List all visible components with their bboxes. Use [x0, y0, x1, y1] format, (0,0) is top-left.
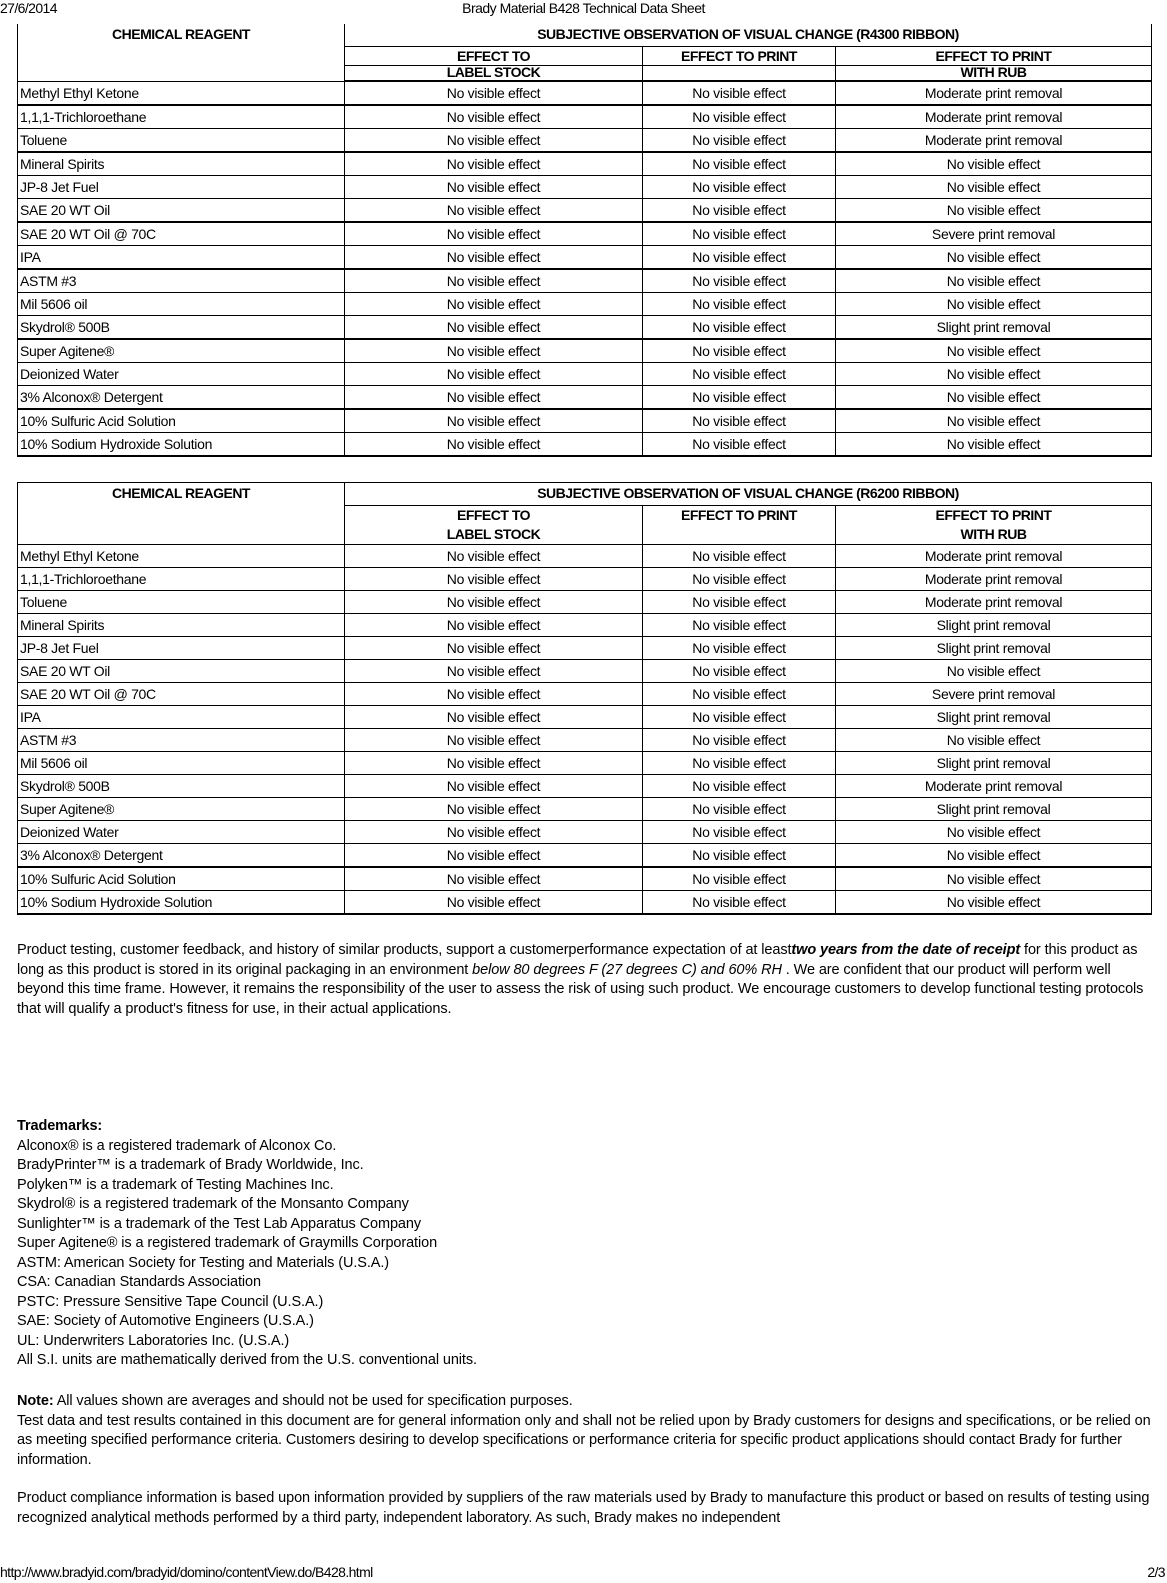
table-row — [18, 105, 1152, 129]
table-row — [18, 891, 1152, 915]
label-stock-effect-cell: No visible effect — [345, 706, 643, 729]
reagent-cell: 1,1,1-Trichloroethane — [18, 568, 345, 591]
note-body: Test data and test results contained in this document are for general information only and shall not be relied upon by Brady customers for designs and specifications, or be relied on as meeting specified performance criteria. Customers desiring to develop specifications or performance criteria for specific product applications should contact Brady for further information. — [17, 1412, 1151, 1468]
reagent-cell: IPA — [18, 706, 345, 729]
print-effect-cell: No visible effect — [643, 706, 836, 729]
table-row — [18, 545, 1152, 568]
trademark-item: Polyken™ is a trademark of Testing Machines Inc. — [17, 1176, 334, 1193]
print-effect-cell: No visible effect — [643, 775, 836, 798]
trademark-item: Sunlighter™ is a trademark of the Test Lab Apparatus Company — [17, 1215, 421, 1232]
print-rub-effect-cell: No visible effect — [836, 821, 1152, 844]
table-row — [18, 152, 1152, 176]
label-stock-effect-cell: No visible effect — [345, 246, 643, 270]
label-stock-effect-cell: No visible effect — [345, 269, 643, 293]
print-effect-cell: No visible effect — [643, 844, 836, 868]
reagent-cell: Deionized Water — [18, 821, 345, 844]
print-effect-cell: No visible effect — [643, 246, 836, 270]
print-effect-cell: No visible effect — [643, 591, 836, 614]
reagent-cell: SAE 20 WT Oil @ 70C — [18, 222, 345, 246]
column-header-print-line2 — [643, 66, 836, 82]
print-rub-effect-cell: Slight print removal — [836, 706, 1152, 729]
trademarks-heading: Trademarks: — [17, 1118, 103, 1134]
column-header-print-rub: EFFECT TO PRINT — [836, 47, 1152, 66]
page-title: Brady Material B428 Technical Data Sheet — [462, 0, 705, 16]
table-row — [18, 867, 1152, 891]
print-effect-cell: No visible effect — [643, 316, 836, 340]
print-rub-effect-cell: No visible effect — [836, 363, 1152, 386]
print-effect-cell: No visible effect — [643, 614, 836, 637]
print-effect-cell: No visible effect — [643, 568, 836, 591]
print-effect-cell: No visible effect — [643, 752, 836, 775]
print-rub-effect-cell: Slight print removal — [836, 316, 1152, 340]
label-stock-effect-cell: No visible effect — [345, 386, 643, 410]
label-stock-effect-cell: No visible effect — [345, 433, 643, 457]
print-rub-effect-cell: Severe print removal — [836, 683, 1152, 706]
table-row — [18, 81, 1152, 105]
reagent-cell: Mil 5606 oil — [18, 752, 345, 775]
print-effect-cell: No visible effect — [643, 798, 836, 821]
trademark-item: SAE: Society of Automotive Engineers (U.S.A.) — [17, 1313, 314, 1329]
table-body — [18, 81, 1152, 456]
print-effect-cell: No visible effect — [643, 176, 836, 199]
reagent-cell: ASTM #3 — [18, 729, 345, 752]
reagent-cell: Mineral Spirits — [18, 614, 345, 637]
label-stock-effect-cell: No visible effect — [345, 568, 643, 591]
print-effect-cell: No visible effect — [643, 269, 836, 293]
label-stock-effect-cell: No visible effect — [345, 891, 643, 915]
reagent-cell: SAE 20 WT Oil @ 70C — [18, 683, 345, 706]
label-stock-effect-cell: No visible effect — [345, 81, 643, 105]
trademark-item: Alconox® is a registered trademark of Alconox Co. — [17, 1137, 337, 1154]
print-rub-effect-cell: No visible effect — [836, 152, 1152, 176]
print-rub-effect-cell: No visible effect — [836, 199, 1152, 223]
table-row — [18, 775, 1152, 798]
table-row — [18, 614, 1152, 637]
table-body — [18, 545, 1152, 915]
print-effect-cell: No visible effect — [643, 363, 836, 386]
reagent-cell: 10% Sodium Hydroxide Solution — [18, 433, 345, 457]
print-rub-effect-cell: Slight print removal — [836, 798, 1152, 821]
print-effect-cell: No visible effect — [643, 821, 836, 844]
print-rub-effect-cell: No visible effect — [836, 386, 1152, 410]
compliance-paragraph: Product compliance information is based upon information provided by suppliers of the raw materials used by Brady to manufacture this product or based on results of testing using recognized analytical methods performed by a third party, independent laboratory. As such, Brady makes no independent — [17, 1490, 1150, 1526]
reagent-cell: JP-8 Jet Fuel — [18, 637, 345, 660]
print-rub-effect-cell: Moderate print removal — [836, 775, 1152, 798]
reagent-cell: Skydrol® 500B — [18, 775, 345, 798]
print-effect-cell: No visible effect — [643, 339, 836, 363]
reagent-cell: Methyl Ethyl Ketone — [18, 81, 345, 105]
column-group-header: SUBJECTIVE OBSERVATION OF VISUAL CHANGE (R4300 RIBBON) — [345, 24, 1152, 47]
table-row — [18, 591, 1152, 614]
column-header-print: EFFECT TO PRINT — [643, 47, 836, 66]
label-stock-effect-cell: No visible effect — [345, 844, 643, 868]
table-row — [18, 269, 1152, 293]
print-rub-effect-cell: Slight print removal — [836, 614, 1152, 637]
table-row — [18, 568, 1152, 591]
table-row — [18, 637, 1152, 660]
table-row — [18, 199, 1152, 223]
print-effect-cell: No visible effect — [643, 545, 836, 568]
trademark-item: Super Agitene® is a registered trademark of Graymills Corporation — [17, 1235, 438, 1251]
label-stock-effect-cell: No visible effect — [345, 199, 643, 223]
table-row — [18, 660, 1152, 683]
shelf-life-paragraph — [17, 941, 1151, 1019]
emphasis-storage-conditions: below 80 degrees F (27 degrees C) and 60% RH — [472, 961, 782, 978]
reagent-cell: 3% Alconox® Detergent — [18, 844, 345, 868]
text: for this product as long as this product is stored in its original packaging in an environment — [17, 942, 1138, 978]
table-row — [18, 339, 1152, 363]
table-row — [18, 683, 1152, 706]
trademark-item: BradyPrinter™ is a trademark of Brady Worldwide, Inc. — [17, 1157, 364, 1173]
table-row — [18, 706, 1152, 729]
table-row — [18, 129, 1152, 153]
note-section — [17, 1392, 1151, 1470]
header-line-1: EFFECT TO PRINT — [935, 507, 1052, 523]
print-effect-cell: No visible effect — [643, 152, 836, 176]
print-effect-cell: No visible effect — [643, 293, 836, 316]
reagent-cell: Toluene — [18, 129, 345, 153]
print-date: 27/6/2014 — [0, 0, 57, 16]
label-stock-effect-cell: No visible effect — [345, 409, 643, 433]
print-effect-cell: No visible effect — [643, 105, 836, 129]
reagent-cell: 1,1,1-Trichloroethane — [18, 105, 345, 129]
print-rub-effect-cell: Slight print removal — [836, 752, 1152, 775]
print-rub-effect-cell: No visible effect — [836, 339, 1152, 363]
reagent-cell: JP-8 Jet Fuel — [18, 176, 345, 199]
label-stock-effect-cell: No visible effect — [345, 363, 643, 386]
label-stock-effect-cell: No visible effect — [345, 867, 643, 891]
reagent-cell: Methyl Ethyl Ketone — [18, 545, 345, 568]
page-url: http://www.bradyid.com/bradyid/domino/contentView.do/B428.html — [0, 1564, 373, 1580]
table-row — [18, 386, 1152, 410]
print-rub-effect-cell: No visible effect — [836, 269, 1152, 293]
reagent-cell: ASTM #3 — [18, 269, 345, 293]
table-row — [18, 246, 1152, 270]
print-rub-effect-cell: No visible effect — [836, 293, 1152, 316]
trademark-item: CSA: Canadian Standards Association — [17, 1274, 261, 1290]
reagent-cell: Super Agitene® — [18, 339, 345, 363]
trademark-item: PSTC: Pressure Sensitive Tape Council (U.S.A.) — [17, 1293, 324, 1310]
note-line: All values shown are averages and should not be used for specification purposes. — [53, 1393, 573, 1409]
print-effect-cell: No visible effect — [643, 729, 836, 752]
print-effect-cell: No visible effect — [643, 81, 836, 105]
print-effect-cell: No visible effect — [643, 222, 836, 246]
label-stock-effect-cell: No visible effect — [345, 129, 643, 153]
reagent-cell: Deionized Water — [18, 363, 345, 386]
label-stock-effect-cell: No visible effect — [345, 821, 643, 844]
print-rub-effect-cell: No visible effect — [836, 729, 1152, 752]
reagent-cell: SAE 20 WT Oil — [18, 199, 345, 223]
chemical-resistance-table-r4300 — [17, 24, 1152, 457]
label-stock-effect-cell: No visible effect — [345, 775, 643, 798]
reagent-cell: 10% Sulfuric Acid Solution — [18, 867, 345, 891]
print-effect-cell: No visible effect — [643, 867, 836, 891]
trademark-item: Skydrol® is a registered trademark of the Monsanto Company — [17, 1196, 409, 1212]
column-group-header: SUBJECTIVE OBSERVATION OF VISUAL CHANGE (R6200 RIBBON) — [345, 483, 1152, 506]
table-row — [18, 798, 1152, 821]
chemical-resistance-table-r6200 — [17, 482, 1152, 915]
text: Product testing, customer feedback, and history of similar products, support a customerperformance expectation of at least — [17, 942, 792, 958]
label-stock-effect-cell: No visible effect — [345, 339, 643, 363]
print-rub-effect-cell: No visible effect — [836, 433, 1152, 457]
trademark-item: All S.I. units are mathematically derived from the U.S. conventional units. — [17, 1352, 477, 1368]
label-stock-effect-cell: No visible effect — [345, 752, 643, 775]
reagent-cell: Super Agitene® — [18, 798, 345, 821]
header-line-1: EFFECT TO — [456, 507, 531, 523]
table-row — [18, 409, 1152, 433]
column-header-print-rub — [836, 506, 1152, 545]
trademark-item: UL: Underwriters Laboratories Inc. (U.S.A.) — [17, 1332, 290, 1349]
print-rub-effect-cell: Moderate print removal — [836, 591, 1152, 614]
reagent-cell: SAE 20 WT Oil — [18, 660, 345, 683]
header-line-2: WITH RUB — [960, 526, 1027, 542]
column-header-label-stock-line2: LABEL STOCK — [345, 66, 643, 82]
reagent-cell: 3% Alconox® Detergent — [18, 386, 345, 410]
print-effect-cell: No visible effect — [643, 891, 836, 915]
trademarks-section — [17, 1117, 1151, 1368]
emphasis-shelf-life: two years from the date of receipt — [791, 942, 1021, 958]
table-row — [18, 844, 1152, 868]
column-header-print: EFFECT TO PRINT — [643, 506, 836, 545]
print-rub-effect-cell: Moderate print removal — [836, 129, 1152, 153]
print-rub-effect-cell: No visible effect — [836, 246, 1152, 270]
column-header-label-stock: EFFECT TO — [345, 47, 643, 66]
label-stock-effect-cell: No visible effect — [345, 729, 643, 752]
print-rub-effect-cell: No visible effect — [836, 867, 1152, 891]
print-effect-cell: No visible effect — [643, 199, 836, 223]
column-header-print-rub-line2: WITH RUB — [836, 66, 1152, 82]
column-header-label-stock — [345, 506, 643, 545]
print-effect-cell: No visible effect — [643, 386, 836, 410]
print-effect-cell: No visible effect — [643, 433, 836, 457]
reagent-cell: 10% Sulfuric Acid Solution — [18, 409, 345, 433]
print-rub-effect-cell: Slight print removal — [836, 637, 1152, 660]
label-stock-effect-cell: No visible effect — [345, 683, 643, 706]
label-stock-effect-cell: No visible effect — [345, 591, 643, 614]
print-rub-effect-cell: Moderate print removal — [836, 81, 1152, 105]
print-effect-cell: No visible effect — [643, 409, 836, 433]
label-stock-effect-cell: No visible effect — [345, 637, 643, 660]
print-rub-effect-cell: No visible effect — [836, 409, 1152, 433]
reagent-cell: Mil 5606 oil — [18, 293, 345, 316]
print-rub-effect-cell: Severe print removal — [836, 222, 1152, 246]
trademark-item: ASTM: American Society for Testing and Materials (U.S.A.) — [17, 1254, 389, 1271]
label-stock-effect-cell: No visible effect — [345, 105, 643, 129]
label-stock-effect-cell: No visible effect — [345, 545, 643, 568]
print-rub-effect-cell: Moderate print removal — [836, 105, 1152, 129]
print-rub-effect-cell: Moderate print removal — [836, 568, 1152, 591]
reagent-cell: Mineral Spirits — [18, 152, 345, 176]
table-row — [18, 363, 1152, 386]
trademarks-list — [17, 1137, 1151, 1368]
table-row — [18, 729, 1152, 752]
label-stock-effect-cell: No visible effect — [345, 798, 643, 821]
table-row — [18, 176, 1152, 199]
column-header-reagent: CHEMICAL REAGENT — [18, 483, 345, 545]
reagent-cell: 10% Sodium Hydroxide Solution — [18, 891, 345, 915]
page-number: 2/3 — [1147, 1564, 1165, 1580]
print-effect-cell: No visible effect — [643, 683, 836, 706]
reagent-cell: Toluene — [18, 591, 345, 614]
text: . We are confident that our product will perform well beyond this time frame. However, it remains the responsibility of the user to assess the risk of using such product. We encourage customers to develop functional testing protocols that will qualify a product's fitness for use, in their actual applications. — [17, 961, 1144, 1017]
print-effect-cell: No visible effect — [643, 129, 836, 153]
print-rub-effect-cell: No visible effect — [836, 844, 1152, 868]
print-effect-cell: No visible effect — [643, 660, 836, 683]
label-stock-effect-cell: No visible effect — [345, 293, 643, 316]
reagent-cell: IPA — [18, 246, 345, 270]
table-row — [18, 293, 1152, 316]
table-row — [18, 821, 1152, 844]
header-line-2: LABEL STOCK — [446, 526, 541, 542]
print-rub-effect-cell: Moderate print removal — [836, 545, 1152, 568]
table-row — [18, 316, 1152, 340]
print-effect-cell: No visible effect — [643, 637, 836, 660]
column-header-reagent: CHEMICAL REAGENT — [18, 24, 345, 81]
reagent-cell: Skydrol® 500B — [18, 316, 345, 340]
print-rub-effect-cell: No visible effect — [836, 660, 1152, 683]
label-stock-effect-cell: No visible effect — [345, 222, 643, 246]
label-stock-effect-cell: No visible effect — [345, 316, 643, 340]
label-stock-effect-cell: No visible effect — [345, 614, 643, 637]
table-row — [18, 222, 1152, 246]
label-stock-effect-cell: No visible effect — [345, 152, 643, 176]
print-rub-effect-cell: No visible effect — [836, 176, 1152, 199]
table-row — [18, 752, 1152, 775]
note-label: Note: — [17, 1393, 54, 1409]
label-stock-effect-cell: No visible effect — [345, 176, 643, 199]
label-stock-effect-cell: No visible effect — [345, 660, 643, 683]
table-row — [18, 433, 1152, 457]
print-rub-effect-cell: No visible effect — [836, 891, 1152, 915]
